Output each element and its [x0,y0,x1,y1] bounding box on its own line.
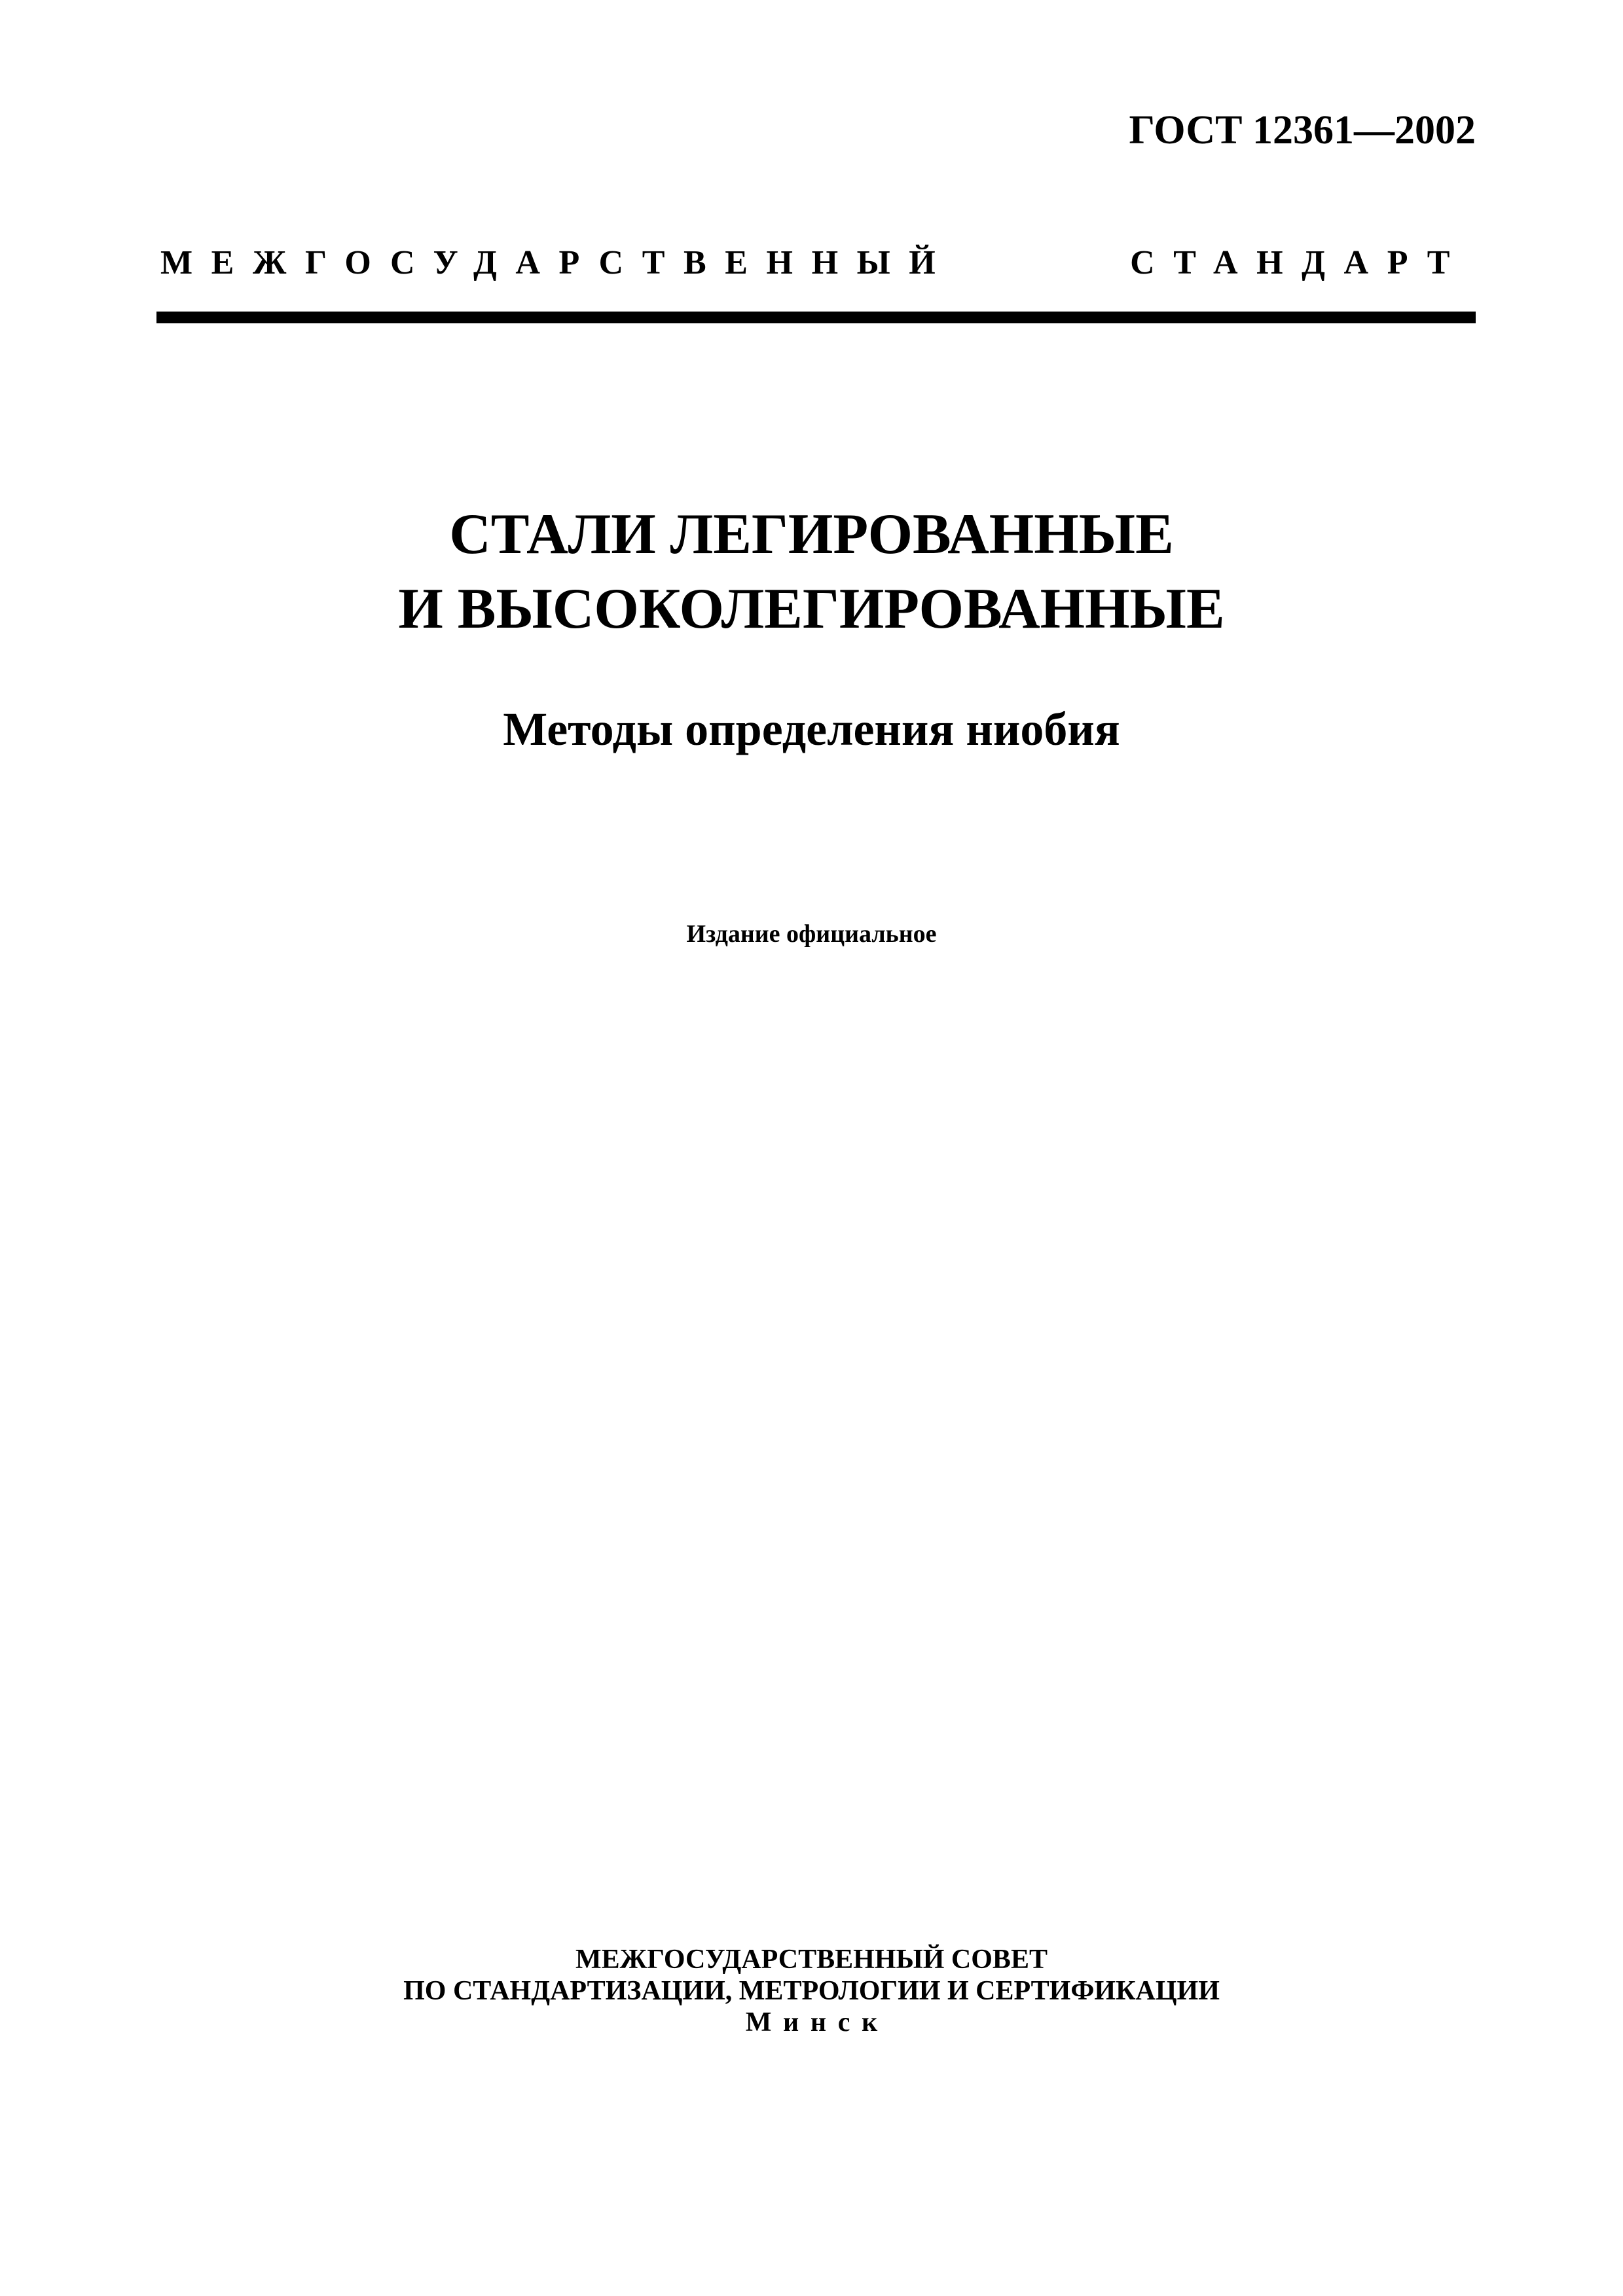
publisher-city: Минск [745,2007,889,2037]
document-title [0,497,1623,647]
publisher-block [0,1944,1623,2038]
publisher-line-1: МЕЖГОСУДАРСТВЕННЫЙ СОВЕТ [575,1945,1048,1975]
standard-type-heading: МЕЖГОСУДАРСТВЕННЫЙ СТАНДАРТ [160,244,1468,281]
publisher-line-2: ПО СТАНДАРТИЗАЦИИ, МЕТРОЛОГИИ И СЕРТИФИКАЦИИ [403,1976,1220,2006]
edition-note: Издание официальное [686,920,937,948]
document-number: ГОСТ 12361—2002 [1129,108,1476,152]
document-subtitle: Методы определения ниобия [503,703,1120,755]
title-line-2: И ВЫСОКОЛЕГИРОВАННЫЕ [398,577,1225,641]
header-divider [156,312,1476,323]
title-line-1: СТАЛИ ЛЕГИРОВАННЫЕ [449,503,1174,566]
